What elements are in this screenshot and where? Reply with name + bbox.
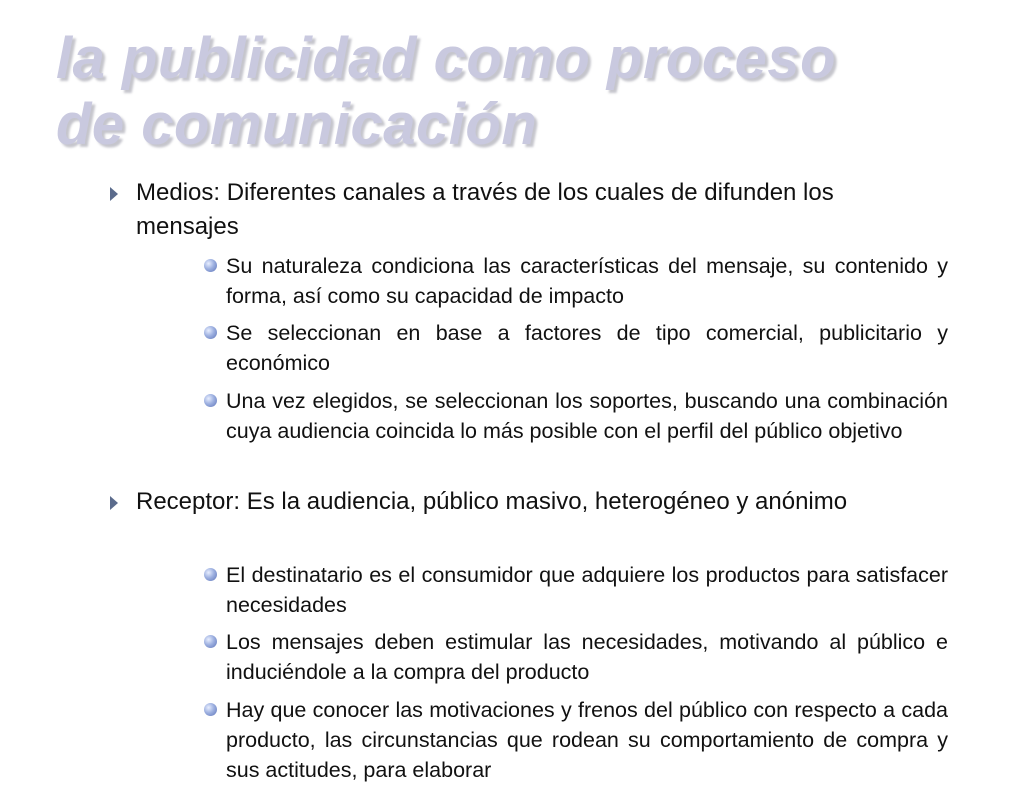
bullet-text: Medios: Diferentes canales a través de los cuales de difunden los mensajes xyxy=(136,179,834,240)
sub-bullet xyxy=(226,251,948,311)
round-bullet-icon xyxy=(204,635,217,648)
sub-bullet xyxy=(226,695,948,785)
sub-bullet-text: Los mensajes deben estimular las necesidades, motivando al público e induciéndole a la compra del producto xyxy=(226,630,948,684)
bullet-medios xyxy=(136,176,936,244)
slide-title-line-2: de comunicación xyxy=(56,92,538,157)
sub-bullet-text: Hay que conocer las motivaciones y frenos del público con respecto a cada producto, las circunstancias que rodean su comportamiento de compra y sus actitudes, para elaborar xyxy=(226,698,948,782)
arrow-bullet-icon xyxy=(110,496,118,510)
bullet-text: Receptor: Es la audiencia, público masivo, heterogéneo y anónimo xyxy=(136,488,848,515)
sub-bullet xyxy=(226,627,948,687)
sub-bullet-text: El destinatario es el consumidor que adquiere los productos para satisfacer necesidades xyxy=(226,563,948,617)
sub-bullet-text: Una vez elegidos, se seleccionan los soportes, buscando una combinación cuya audiencia coincida lo más posible con el perfil del público objetivo xyxy=(226,389,948,443)
round-bullet-icon xyxy=(204,326,217,339)
arrow-bullet-icon xyxy=(110,187,118,201)
bullet-receptor xyxy=(136,485,936,519)
round-bullet-icon xyxy=(204,568,217,581)
sub-bullet xyxy=(226,318,948,378)
sub-bullet xyxy=(226,386,948,446)
sub-bullet xyxy=(226,560,948,620)
sub-bullet-text: Su naturaleza condiciona las características del mensaje, su contenido y forma, así como su capacidad de impacto xyxy=(226,254,948,308)
round-bullet-icon xyxy=(204,259,217,272)
round-bullet-icon xyxy=(204,394,217,407)
sub-bullet-text: Se seleccionan en base a factores de tipo comercial, publicitario y económico xyxy=(226,321,948,375)
round-bullet-icon xyxy=(204,703,217,716)
slide-title-line-1: la publicidad como proceso xyxy=(56,26,837,91)
